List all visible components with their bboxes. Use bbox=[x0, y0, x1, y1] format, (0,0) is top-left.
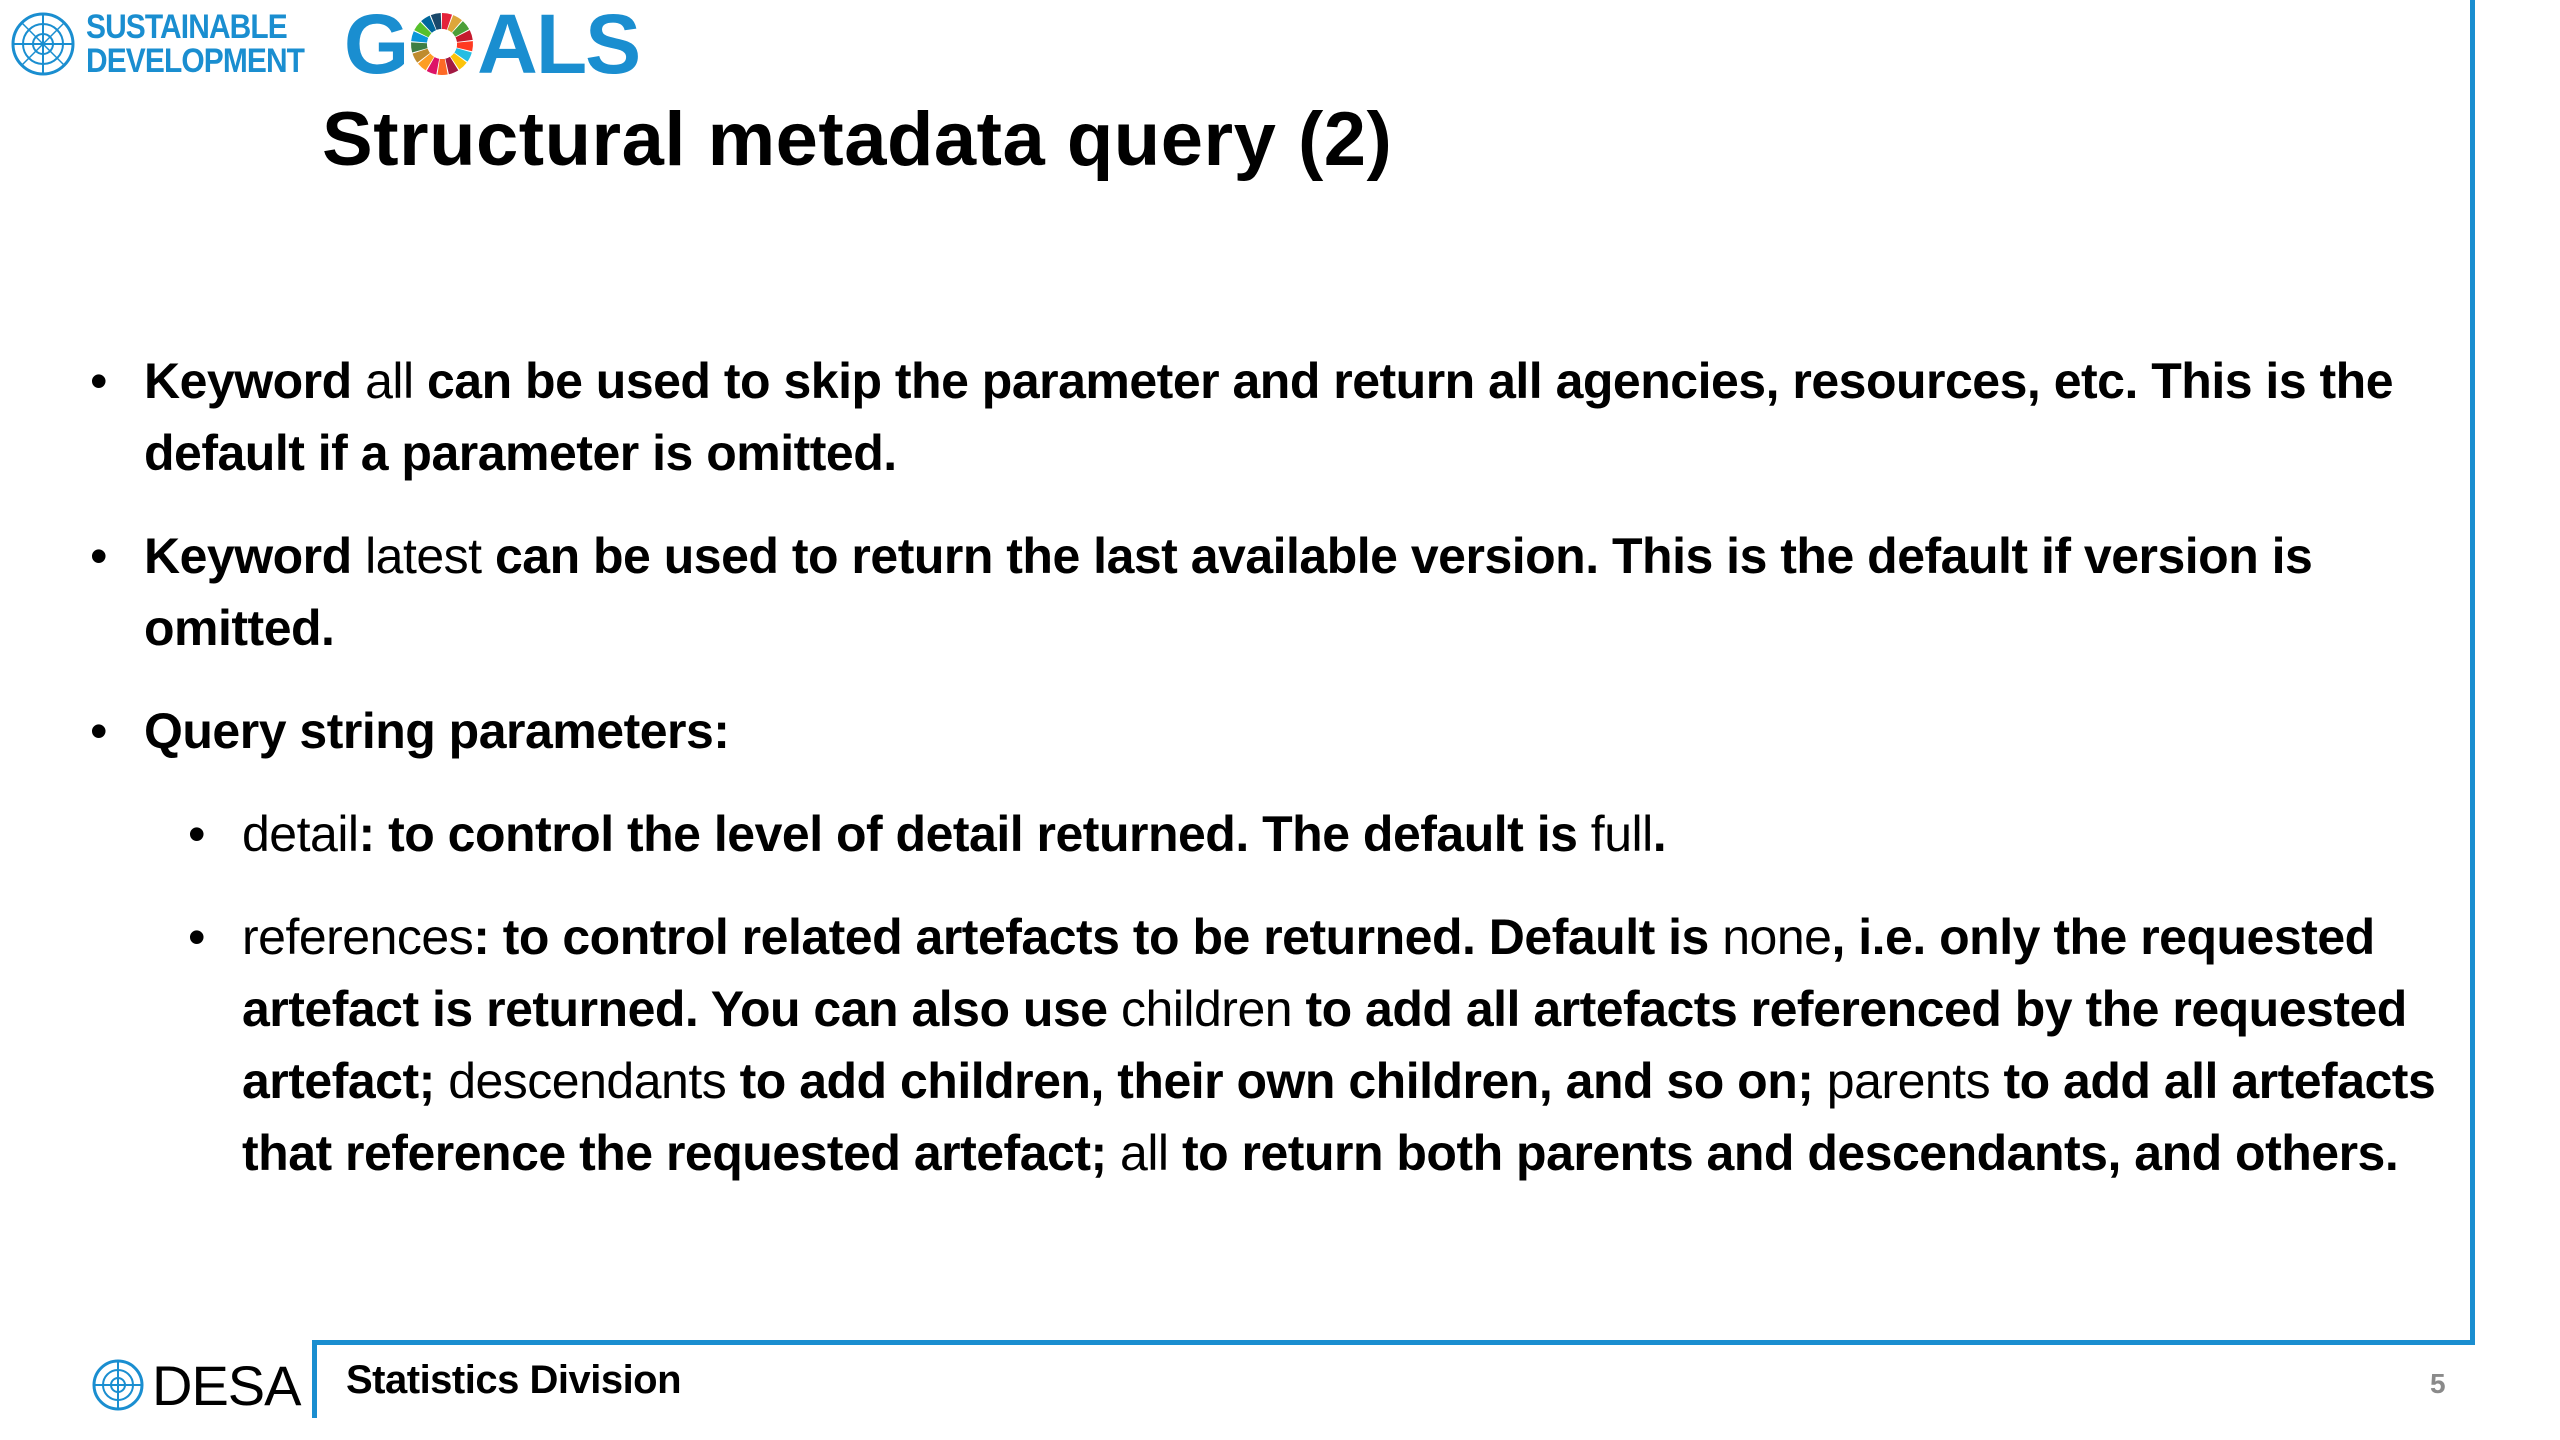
bullet-list bbox=[90, 345, 2460, 767]
bullet-text: to return both parents and descendants, and others. bbox=[1168, 1125, 2399, 1181]
keyword-text: descendants bbox=[448, 1053, 727, 1109]
sdg-line-1: SUSTAINABLE bbox=[86, 8, 287, 46]
bullet-text: : to control related artefacts to be returned. Default is bbox=[473, 909, 1723, 965]
sdg-goals-word bbox=[343, 0, 640, 91]
bullet-text: can be used to skip the parameter and return all agencies, resources, etc. This is the default if a parameter is omitted. bbox=[144, 353, 2394, 481]
sdg-wheel-icon bbox=[409, 11, 475, 77]
sdg-goals-g: G bbox=[343, 0, 408, 91]
bullet-text: to add children, their own children, and so on; bbox=[726, 1053, 1827, 1109]
sub-bullet-item bbox=[188, 798, 2460, 870]
keyword-text: none bbox=[1722, 909, 1832, 965]
division-name: Statistics Division bbox=[346, 1358, 682, 1402]
sub-bullet-item bbox=[188, 901, 2460, 1189]
slide-content bbox=[90, 345, 2460, 1220]
keyword-text: all bbox=[1120, 1125, 1169, 1181]
bullet-text: Keyword bbox=[144, 353, 366, 409]
frame-bottom-line bbox=[312, 1340, 2475, 1345]
frame-footer-divider bbox=[312, 1340, 317, 1418]
sub-bullet-list bbox=[188, 798, 2460, 1189]
sdg-logo bbox=[8, 0, 640, 91]
sdg-wordmark bbox=[86, 10, 334, 78]
bullet-text: . bbox=[1652, 806, 1667, 862]
keyword-text: references bbox=[242, 909, 474, 965]
bullet-item bbox=[90, 695, 2460, 767]
bullet-text: to add all artefacts referenced by the requested artefact; bbox=[242, 981, 2407, 1109]
bullet-text: Query string parameters: bbox=[144, 703, 730, 759]
keyword-text: latest bbox=[365, 528, 482, 584]
bullet-text: : to control the level of detail returned. The default is bbox=[358, 806, 1591, 862]
sdg-line-2: DEVELOPMENT bbox=[86, 42, 305, 80]
un-emblem-icon bbox=[8, 9, 78, 79]
page-number: 5 bbox=[2430, 1368, 2446, 1399]
bullet-text: to add all artefacts that reference the requested artefact; bbox=[242, 1053, 2436, 1181]
keyword-text: children bbox=[1120, 981, 1293, 1037]
sdg-goals-als: ALS bbox=[477, 0, 640, 91]
bullet-text: Keyword bbox=[144, 528, 366, 584]
page-title: Structural metadata query (2) bbox=[322, 97, 1393, 182]
bullet-item bbox=[90, 520, 2460, 664]
desa-logo bbox=[90, 1350, 301, 1420]
bullet-text: , i.e. only the requested artefact is returned. You can also use bbox=[242, 909, 2375, 1037]
un-emblem-small-icon bbox=[90, 1357, 146, 1413]
bullet-item bbox=[90, 345, 2460, 489]
bullet-text: can be used to return the last available version. This is the default if version is omitted. bbox=[144, 528, 2313, 656]
desa-label: DESA bbox=[152, 1353, 301, 1417]
keyword-text: parents bbox=[1826, 1053, 1991, 1109]
keyword-text: full bbox=[1590, 806, 1653, 862]
frame-right-line bbox=[2470, 0, 2475, 1344]
keyword-text: detail bbox=[242, 806, 359, 862]
keyword-text: all bbox=[365, 353, 414, 409]
